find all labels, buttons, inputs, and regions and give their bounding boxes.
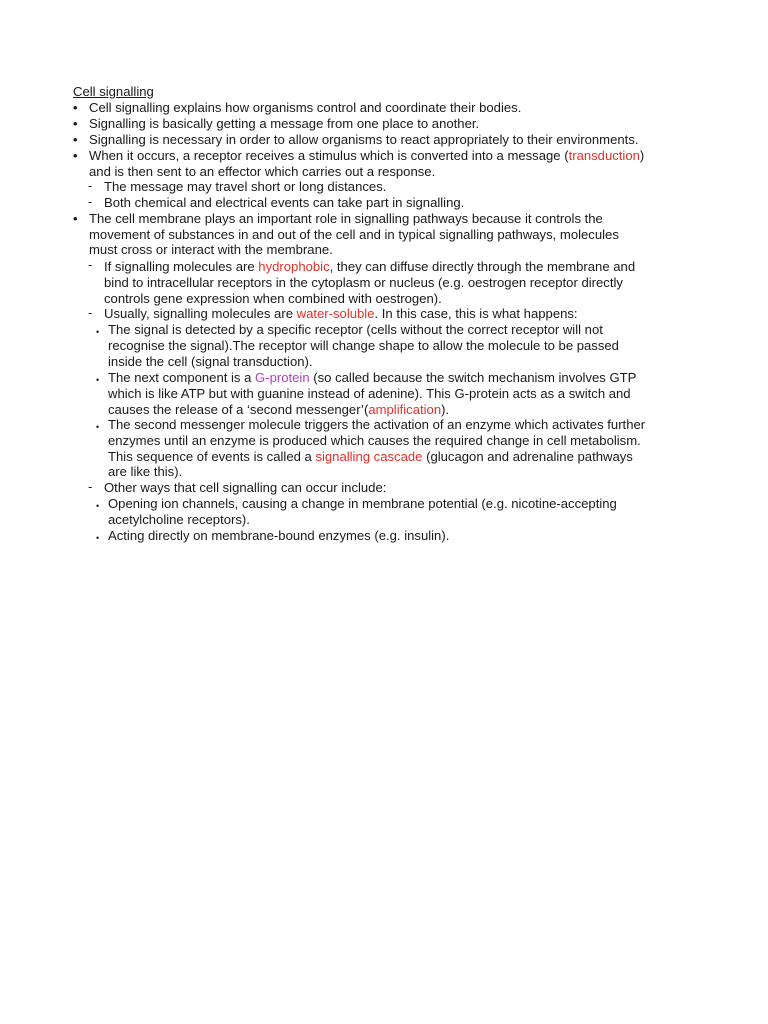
sub-bullet-continuation: are like this).	[108, 464, 183, 479]
small-bullet-marker: •	[96, 501, 100, 511]
sub-bullet-continuation: recognise the signal).The receptor will change shape to allow the molecule to be passed	[108, 338, 619, 353]
highlight-transduction: transduction	[568, 148, 640, 163]
bullet-marker: •	[73, 132, 78, 147]
dash-marker: -	[88, 257, 93, 272]
dash-continuation: bind to intracellular receptors in the cytoplasm or nucleus (e.g. oestrogen receptor directly	[104, 275, 623, 290]
sub-bullet-continuation: acetylcholine receptors).	[108, 512, 250, 527]
dash-item	[104, 306, 578, 322]
text-run: The next component is a	[108, 370, 256, 385]
text-run: (glucagon and adrenaline pathways	[422, 449, 633, 464]
sub-bullet-item: The second messenger molecule triggers the activation of an enzyme which activates further	[108, 417, 646, 432]
dash-continuation: controls gene expression when combined with oestrogen).	[104, 291, 442, 306]
dash-item: Other ways that cell signalling can occur include:	[104, 480, 387, 495]
text-run: ).	[441, 402, 450, 417]
bullet-continuation: movement of substances in and out of the cell and in typical signalling pathways, molecules	[89, 227, 619, 242]
sub-bullet-continuation: inside the cell (signal transduction).	[108, 354, 313, 369]
small-bullet-marker: •	[96, 422, 100, 432]
sub-bullet-continuation	[108, 402, 449, 418]
text-run: When it occurs, a receptor receives a stimulus which is converted into a message (	[89, 148, 569, 163]
dash-marker: -	[88, 305, 93, 320]
small-bullet-marker: •	[96, 533, 100, 543]
bullet-item: The cell membrane plays an important role in signalling pathways because it controls the	[89, 211, 603, 226]
dash-item: The message may travel short or long distances.	[104, 179, 387, 194]
sub-bullet-continuation: which is like ATP but with guanine instead of adenine). This G-protein acts as a switch and	[108, 386, 631, 401]
sub-bullet-item	[108, 370, 636, 386]
text-run: If signalling molecules are	[104, 259, 259, 274]
dash-marker: -	[88, 479, 93, 494]
dash-marker: -	[88, 194, 93, 209]
highlight-water-soluble: water-soluble	[296, 306, 375, 321]
highlight-amplification: amplification	[368, 402, 442, 417]
text-run: This sequence of events is called a	[108, 449, 316, 464]
text-run: . In this case, this is what happens:	[374, 306, 578, 321]
bullet-item: Signalling is basically getting a message from one place to another.	[89, 116, 480, 131]
dash-marker: -	[88, 178, 93, 193]
bullet-marker: •	[73, 211, 78, 226]
bullet-marker: •	[73, 116, 78, 131]
bullet-item	[89, 148, 644, 164]
bullet-item: Signalling is necessary in order to allow organisms to react appropriately to their environments.	[89, 132, 639, 147]
heading-cell-signalling: Cell signalling	[73, 84, 154, 99]
small-bullet-marker: •	[96, 375, 100, 385]
small-bullet-marker: •	[96, 327, 100, 337]
bullet-marker: •	[73, 100, 78, 115]
highlight-signalling-cascade: signalling cascade	[315, 449, 423, 464]
dash-item	[104, 259, 635, 275]
highlight-g-protein: G-protein	[255, 370, 310, 385]
sub-bullet-item: Acting directly on membrane-bound enzymes (e.g. insulin).	[108, 528, 450, 543]
text-run: (so called because the switch mechanism involves GTP	[309, 370, 637, 385]
bullet-marker: •	[73, 148, 78, 163]
bullet-continuation: and is then sent to an effector which carries out a response.	[89, 164, 436, 179]
bullet-item: Cell signalling explains how organisms control and coordinate their bodies.	[89, 100, 522, 115]
text-run: causes the release of a ‘second messenger’(	[108, 402, 369, 417]
text-run: )	[639, 148, 645, 163]
sub-bullet-continuation: enzymes until an enzyme is produced which causes the required change in cell metabolism.	[108, 433, 641, 448]
text-run: Usually, signalling molecules are	[104, 306, 297, 321]
dash-item: Both chemical and electrical events can take part in signalling.	[104, 195, 465, 210]
sub-bullet-item: The signal is detected by a specific receptor (cells without the correct receptor will not	[108, 322, 603, 337]
highlight-hydrophobic: hydrophobic	[258, 259, 330, 274]
text-run: , they can diffuse directly through the membrane and	[329, 259, 636, 274]
bullet-continuation: must cross or interact with the membrane.	[89, 242, 333, 257]
sub-bullet-item: Opening ion channels, causing a change in membrane potential (e.g. nicotine-accepting	[108, 496, 617, 511]
sub-bullet-continuation	[108, 449, 633, 465]
